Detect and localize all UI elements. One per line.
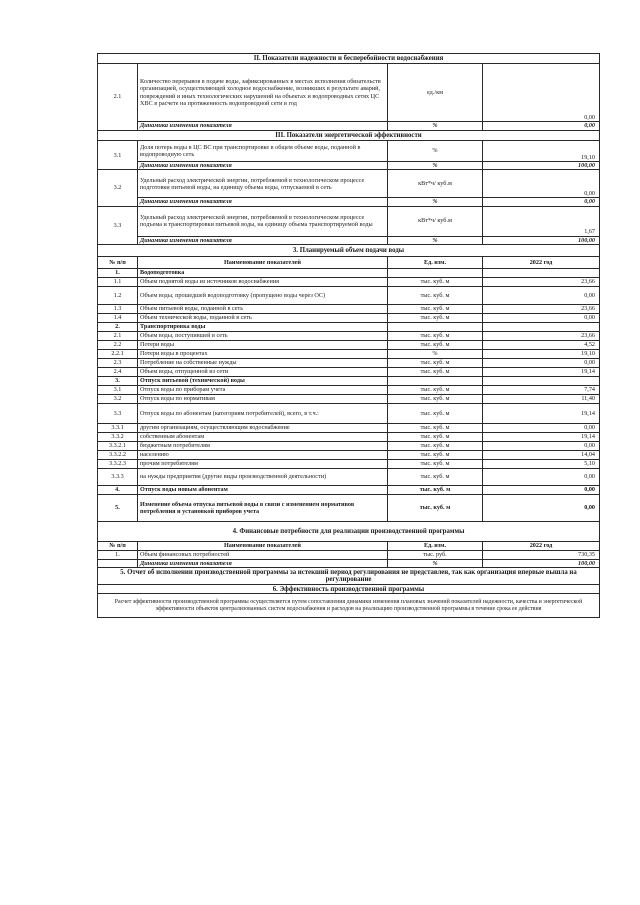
dynamic-row xyxy=(98,162,600,170)
row-number: 3. xyxy=(98,376,138,385)
row-value: 19,14 xyxy=(483,367,600,376)
row-unit: тыс. куб. м xyxy=(388,441,483,450)
dynamic-unit: % xyxy=(388,236,483,244)
table-row xyxy=(98,277,600,286)
row-name: Отпуск воды новым абонентам xyxy=(138,485,388,494)
header-unit: Ед. изм. xyxy=(388,541,483,550)
indicators-table xyxy=(97,53,600,618)
header-unit: Ед. изм. xyxy=(388,256,483,268)
row-unit xyxy=(388,322,483,331)
row-name: на нужды предприятия (другие виды производственной деятельности) xyxy=(138,468,388,485)
row-unit: тыс. куб. м xyxy=(388,468,483,485)
section-title xyxy=(98,568,600,585)
table-row xyxy=(98,403,600,423)
section-4-title: 4. Финансовые потребности для реализации производственной программы xyxy=(98,521,600,541)
document-page xyxy=(97,53,599,618)
row-number: 3.3 xyxy=(98,206,138,244)
dynamic-value: 0,00 xyxy=(483,122,600,131)
row-name: Отпуск питьевой (технической) воды xyxy=(138,376,388,385)
row-name: Объем технической воды, поданной в сеть xyxy=(138,313,388,322)
row-unit: тыс. куб. м xyxy=(388,432,483,441)
row-number: 3.3.2.1 xyxy=(98,441,138,450)
row-value: 4,52 xyxy=(483,340,600,349)
row-unit: тыс. куб. м xyxy=(388,304,483,313)
row-name: Объем питьевой воды, поданной в сеть xyxy=(138,304,388,313)
header-num: № п/п xyxy=(98,256,138,268)
dynamic-name: Динамика изменения показателя xyxy=(138,236,388,244)
section-3e-title: III. Показатели энергетической эффективности xyxy=(98,131,600,141)
row-value: 0,00 xyxy=(483,485,600,494)
row-unit: тыс. куб. м xyxy=(388,286,483,304)
table-row xyxy=(98,304,600,313)
row-name: бюджетным потребителям xyxy=(138,441,388,450)
row-name: Потребление на собственные нужды xyxy=(138,358,388,367)
row-value: 0,00 xyxy=(483,313,600,322)
row-name: Транспортировка воды xyxy=(138,322,388,331)
table-row xyxy=(98,376,600,385)
row-value: 0,00 xyxy=(483,286,600,304)
row-name: прочим потребителям xyxy=(138,459,388,468)
table-row xyxy=(98,313,600,322)
row-value: 23,66 xyxy=(483,304,600,313)
dynamic-row xyxy=(98,236,600,244)
row-number: 5. xyxy=(98,494,138,521)
section-title xyxy=(98,131,600,141)
dynamic-spacer xyxy=(98,559,138,567)
header-year: 2022 год xyxy=(483,541,600,550)
row-number: 3.3 xyxy=(98,403,138,423)
section-title xyxy=(98,244,600,256)
row-unit: кВт*ч/ куб.м xyxy=(388,206,483,236)
row-value: 11,40 xyxy=(483,394,600,403)
table-row xyxy=(98,550,600,559)
table-row xyxy=(98,206,600,236)
row-unit: тыс. куб. м xyxy=(388,494,483,521)
row-unit: тыс. руб. xyxy=(388,550,483,559)
dynamic-unit: % xyxy=(388,198,483,206)
row-number: 1. xyxy=(98,268,138,277)
dynamic-value: 100,00 xyxy=(483,236,600,244)
row-unit: тыс. куб. м xyxy=(388,277,483,286)
row-name: Потери воды в процентах xyxy=(138,349,388,358)
header-name: Наименование показателей xyxy=(138,256,388,268)
row-number: 1.3 xyxy=(98,304,138,313)
row-value: 0,00 xyxy=(483,64,600,122)
row-name: Удельный расход электрической энергии, потребляемой в технологическом процессе подготовки питьевой воды, на единицу объема воды, отпускаемой в сеть xyxy=(138,170,388,198)
table-row xyxy=(98,322,600,331)
row-name: Удельный расход электрической энергии, потребляемой в технологическом процессе подъема и транспортировки питьевой воды, на единицу объема транспортируемой воды xyxy=(138,206,388,236)
section-6-title: 6. Эффективность производственной программы xyxy=(98,585,600,594)
row-number: 1. xyxy=(98,550,138,559)
section-title xyxy=(98,54,600,64)
row-unit: тыс. куб. м xyxy=(388,394,483,403)
row-name: Объем поднятой воды из источников водоснабжения xyxy=(138,277,388,286)
dynamic-unit: % xyxy=(388,122,483,131)
row-value: 19,10 xyxy=(483,349,600,358)
row-value: 14,04 xyxy=(483,450,600,459)
section-title xyxy=(98,521,600,541)
row-unit: тыс. куб. м xyxy=(388,459,483,468)
row-unit: % xyxy=(388,141,483,162)
table-row xyxy=(98,494,600,521)
row-number: 1.1 xyxy=(98,277,138,286)
row-number: 3.2 xyxy=(98,170,138,206)
row-unit: тыс. куб. м xyxy=(388,385,483,394)
row-number: 3.2 xyxy=(98,394,138,403)
row-unit: тыс. куб. м xyxy=(388,313,483,322)
dynamic-name: Динамика изменения показателя xyxy=(138,198,388,206)
row-unit: тыс. куб. м xyxy=(388,423,483,432)
row-unit: тыс. куб. м xyxy=(388,340,483,349)
row-unit: тыс. куб. м xyxy=(388,485,483,494)
dynamic-row xyxy=(98,198,600,206)
row-unit: кВт*ч/ куб.м xyxy=(388,170,483,198)
row-number: 3.3.1 xyxy=(98,423,138,432)
section-6-text-row xyxy=(98,594,600,618)
row-name: Потери воды xyxy=(138,340,388,349)
row-name: другим организациям, осуществляющим водоснабжение xyxy=(138,423,388,432)
row-number: 3.3.2.3 xyxy=(98,459,138,468)
row-name: Объем воды, отпущенной из сети xyxy=(138,367,388,376)
row-name: Объем финансовых потребностей xyxy=(138,550,388,559)
table-row xyxy=(98,450,600,459)
row-number: 2.3 xyxy=(98,358,138,367)
dynamic-unit: % xyxy=(388,559,483,567)
row-number: 2.1 xyxy=(98,64,138,131)
table-row xyxy=(98,394,600,403)
row-number: 1.2 xyxy=(98,286,138,304)
dynamic-row xyxy=(98,559,600,567)
section-3-title: 3. Планируемый объем подачи воды xyxy=(98,244,600,256)
row-number: 3.3.2 xyxy=(98,432,138,441)
row-value: 0,00 xyxy=(483,441,600,450)
header-name: Наименование показателей xyxy=(138,541,388,550)
row-value: 23,66 xyxy=(483,331,600,340)
row-number: 2.4 xyxy=(98,367,138,376)
row-number: 2.2.1 xyxy=(98,349,138,358)
row-unit: % xyxy=(388,349,483,358)
row-name: Изменение объема отпуска питьевой воды в связи с изменением нормативов потребления и установкой приборов учета xyxy=(138,494,388,521)
row-name: Доля потерь воды в ЦС ВС при транспортировке в общем объеме воды, поданной в водопроводную сеть xyxy=(138,141,388,162)
row-name: собственным абонентам xyxy=(138,432,388,441)
table-row xyxy=(98,268,600,277)
dynamic-row xyxy=(98,122,600,131)
row-unit xyxy=(388,268,483,277)
table-row xyxy=(98,459,600,468)
row-value: 0,00 xyxy=(483,494,600,521)
dynamic-value: 100,00 xyxy=(483,162,600,170)
dynamic-value: 0,00 xyxy=(483,198,600,206)
row-value: 19,10 xyxy=(483,141,600,162)
row-value xyxy=(483,268,600,277)
section-2-title: II. Показатели надежности и бесперебойности водоснабжения xyxy=(98,54,600,64)
row-value: 0,00 xyxy=(483,170,600,198)
row-name: Объем воды, прошедшей водоподготовку (пропущено воды через ОС) xyxy=(138,286,388,304)
row-value: 0,00 xyxy=(483,423,600,432)
row-name: Отпуск воды по абонентам (категориям потребителей), всего, в т.ч.: xyxy=(138,403,388,423)
row-number: 3.1 xyxy=(98,141,138,170)
table-row xyxy=(98,367,600,376)
table-row xyxy=(98,468,600,485)
table-row xyxy=(98,340,600,349)
table-row xyxy=(98,485,600,494)
table-row xyxy=(98,358,600,367)
row-name: Количество перерывов в подаче воды, зафиксированных в местах исполнения обязательств организацией, осуществляющей холодное водоснабжение, возникших в результате аварий, повреждений и иных технологических нарушений на объектах и водопроводных сетях ЦС ХВС в расчете на протяженность водопроводной сети в год xyxy=(138,64,388,122)
row-number: 3.3.2.2 xyxy=(98,450,138,459)
row-unit: тыс. куб. м xyxy=(388,331,483,340)
row-name: Отпуск воды по нормативам xyxy=(138,394,388,403)
row-number: 2.1 xyxy=(98,331,138,340)
row-number: 3.3.3 xyxy=(98,468,138,485)
row-value: 7,74 xyxy=(483,385,600,394)
row-value: 1,67 xyxy=(483,206,600,236)
table-header xyxy=(98,256,600,268)
row-unit xyxy=(388,376,483,385)
row-unit: тыс. куб. м xyxy=(388,403,483,423)
table-row xyxy=(98,141,600,162)
row-name: Водоподготовка xyxy=(138,268,388,277)
section-6-text: Расчет эффективности производственной программы осуществляется путем сопоставления динамики изменения плановых значений показателей надежности, качества и энергетической эффективности объектов централизованных систем водоснабжения и расходов на реализацию производственной программы в течение срока ее действия xyxy=(98,594,600,618)
row-value: 0,00 xyxy=(483,468,600,485)
row-name: Отпуск воды по приборам учета xyxy=(138,385,388,394)
table-row xyxy=(98,385,600,394)
dynamic-name: Динамика изменения показателя xyxy=(138,559,388,567)
row-value xyxy=(483,322,600,331)
dynamic-name: Динамика изменения показателя xyxy=(138,122,388,131)
dynamic-value: 100,00 xyxy=(483,559,600,567)
row-number: 3.1 xyxy=(98,385,138,394)
row-name: Объем воды, поступившей в сеть xyxy=(138,331,388,340)
table-row xyxy=(98,432,600,441)
row-unit: тыс. куб. м xyxy=(388,367,483,376)
row-name: населению xyxy=(138,450,388,459)
row-value xyxy=(483,376,600,385)
dynamic-name: Динамика изменения показателя xyxy=(138,162,388,170)
table-row xyxy=(98,423,600,432)
table-row xyxy=(98,64,600,122)
row-value: 23,66 xyxy=(483,277,600,286)
row-unit: ед./км xyxy=(388,64,483,122)
table-row xyxy=(98,331,600,340)
row-value: 19,14 xyxy=(483,432,600,441)
table-row xyxy=(98,170,600,198)
section-title xyxy=(98,585,600,594)
table-header xyxy=(98,541,600,550)
row-number: 2. xyxy=(98,322,138,331)
row-number: 4. xyxy=(98,485,138,494)
row-value: 19,14 xyxy=(483,403,600,423)
row-unit: тыс. куб. м xyxy=(388,358,483,367)
header-num: № п/п xyxy=(98,541,138,550)
table-row xyxy=(98,441,600,450)
table-row xyxy=(98,349,600,358)
table-row xyxy=(98,286,600,304)
row-value: 730,35 xyxy=(483,550,600,559)
row-number: 2.2 xyxy=(98,340,138,349)
row-value: 5,10 xyxy=(483,459,600,468)
section-5-title: 5. Отчет об исполнении производственной программы за истекший период регулирования не представлен, так как организация впервые вышла на регулирование xyxy=(98,568,600,585)
dynamic-unit: % xyxy=(388,162,483,170)
row-value: 0,00 xyxy=(483,358,600,367)
row-unit: тыс. куб. м xyxy=(388,450,483,459)
header-year: 2022 год xyxy=(483,256,600,268)
row-number: 1.4 xyxy=(98,313,138,322)
